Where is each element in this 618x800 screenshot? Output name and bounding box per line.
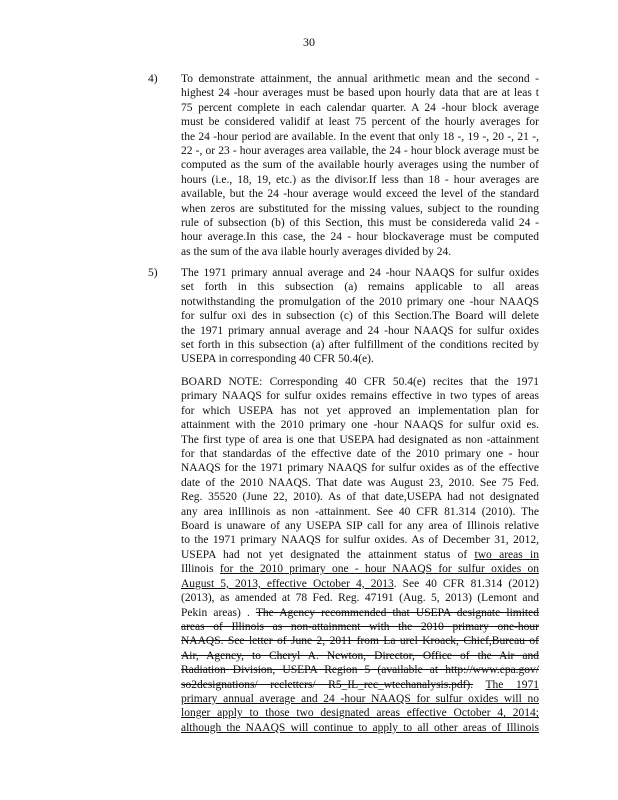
- board-note-line: for that standardas of the effective date of the 2010 primary one - hour: [181, 448, 539, 461]
- board-note-line: Board is unaware of any USEPA SIP call for any area of Illinois relative: [181, 520, 539, 533]
- item-5-line: for sulfur oxi des in subsection (c) of this Section.The Board will delete: [181, 310, 539, 323]
- board-note-line: [181, 577, 539, 591]
- inserted-text: two areas in: [474, 548, 540, 561]
- item-5-line: USEPA in corresponding 40 CFR 50.4(e).: [181, 353, 374, 366]
- item-4-line: computed as the sum of the available hourly averages using the number of: [181, 159, 539, 172]
- board-note-line: to the 1971 primary NAAQS for sulfur oxides. As of December 31, 2012,: [181, 534, 539, 547]
- inserted-text: August 5, 2013, effective October 4, 2013: [181, 577, 394, 590]
- board-note-line: any area inIllinois as non -attainment. See 40 CFR 81.314 (2010). The: [181, 505, 539, 518]
- deleted-line: Radiation Division, USEPA Region 5 (available at http://www.epa.gov/: [181, 664, 539, 677]
- board-note-text: USEPA had not yet designated the attainment status of: [181, 548, 468, 561]
- board-note: [181, 375, 539, 735]
- board-note-line: [181, 562, 539, 576]
- board-note-line: NAAQS for the 1971 primary NAAQS for sulfur oxides as of the effective: [181, 462, 539, 475]
- board-note-text: Pekin areas) .: [181, 606, 250, 619]
- board-note-line: [181, 548, 539, 562]
- inserted-line: primary annual average and 24 -hour NAAQS for sulfur oxides will no: [181, 692, 539, 705]
- board-note-line: BOARD NOTE: Corresponding 40 CFR 50.4(e) recites that the 1971: [181, 376, 539, 388]
- item-5-line: set forth in this subsection (a) after fulfillment of the conditions recited by: [181, 339, 539, 352]
- inserted-text: The 1971: [485, 678, 539, 691]
- inserted-line: although the NAAQS will continue to apply to all other areas of Illinois: [181, 721, 539, 734]
- board-note-line: [181, 678, 539, 692]
- board-note-line: primary NAAQS for sulfur oxides remains effective in two types of areas: [181, 390, 539, 403]
- inserted-text: for the 2010 primary one - hour NAAQS for sulfur oxides on: [219, 563, 539, 576]
- page-number: 30: [303, 35, 315, 49]
- board-note-line: Reg. 35520 (June 22, 2010). As of that date,USEPA had not designated: [181, 491, 539, 504]
- board-note-text: Illinois: [181, 563, 214, 576]
- board-note-line: attainment with the 2010 primary one -hour NAAQS for sulfur oxid es.: [181, 419, 539, 432]
- board-note-line: (2013), as amended at 78 Fed. Reg. 47191 (Aug. 5, 2013) (Lemont and: [181, 592, 539, 605]
- item-4-line: hour average.In this case, the 24 - hour blockaverage must be computed: [181, 231, 539, 244]
- item-4-line: highest 24 -hour averages must be based upon hourly data that are at leas t: [181, 87, 539, 100]
- deleted-line: NAAQS. See letter of June 2, 2011 from La urel Kroack, Chief,Bureau of: [181, 635, 539, 648]
- deleted-text: The Agency recommended that USEPA designate limited: [255, 606, 539, 619]
- item-5-paragraph: [181, 266, 539, 367]
- item-number-4: 4): [148, 73, 158, 85]
- board-note-text: . See 40 CFR 81.314 (2012): [393, 577, 540, 590]
- board-note-line: The first type of area is one that USEPA had designated as non -attainment: [181, 433, 539, 446]
- item-4-paragraph: [181, 72, 539, 259]
- item-5-line: notwithstanding the promulgation of the 2010 primary one -hour NAAQS: [181, 295, 539, 308]
- inserted-line: longer apply to those two designated areas effective October 4, 2014;: [181, 707, 539, 720]
- item-4-line: hours (i.e., 18, 19, etc.) as the divisor.If less than 18 - hour averages are: [181, 173, 539, 186]
- item-4-line: available, but the 24 -hour average would exceed the level of the standard: [181, 188, 539, 201]
- deleted-text: so2designations/ recletters/ R5_IL_rec_wtechanalysis.pdf).: [181, 678, 474, 691]
- item-4-line: must be considered validif at least 75 percent of the hourly averages for: [181, 116, 539, 129]
- item-4-line: rule of subsection (b) of this Section, this must be considereda valid 24 -: [181, 217, 539, 230]
- board-note-line: date of the 2010 NAAQS. That date was August 23, 2010. See 75 Fed.: [181, 476, 539, 489]
- item-4-line: 75 percent complete in each calendar quarter. A 24 -hour block average: [181, 101, 539, 114]
- item-4-line: To demonstrate attainment, the annual arithmetic mean and the second -: [181, 73, 539, 85]
- item-5-line: The 1971 primary annual average and 24 -hour NAAQS for sulfur oxides: [181, 267, 539, 279]
- board-note-line: [181, 606, 539, 620]
- item-4-line: the 24 -hour period are available. In the event that only 18 -, 19 -, 20 -, 21 -,: [181, 130, 539, 143]
- item-4-line: 22 -, or 23 - hour averages area vailable, the 24 - hour block average must be: [181, 145, 539, 158]
- item-4-line: when zeros are substituted for the missing values, subject to the rounding: [181, 202, 539, 215]
- item-5-line: the 1971 primary annual average and 24 -hour NAAQS for sulfur oxides: [181, 324, 539, 337]
- deleted-line: Air, Agency, to Cheryl A. Newton, Director, Office of the Air and: [181, 649, 539, 662]
- item-4-line: as the sum of the ava ilable hourly averages divided by 24.: [181, 245, 452, 258]
- deleted-line: areas of Illinois as non-attainment with the 2010 primary one-hour: [181, 620, 539, 633]
- item-5-line: set forth in this subsection (a) remains applicable to all areas: [181, 281, 539, 294]
- board-note-line: for which USEPA has not yet approved an implementation plan for: [181, 404, 539, 417]
- item-number-5: 5): [148, 267, 158, 279]
